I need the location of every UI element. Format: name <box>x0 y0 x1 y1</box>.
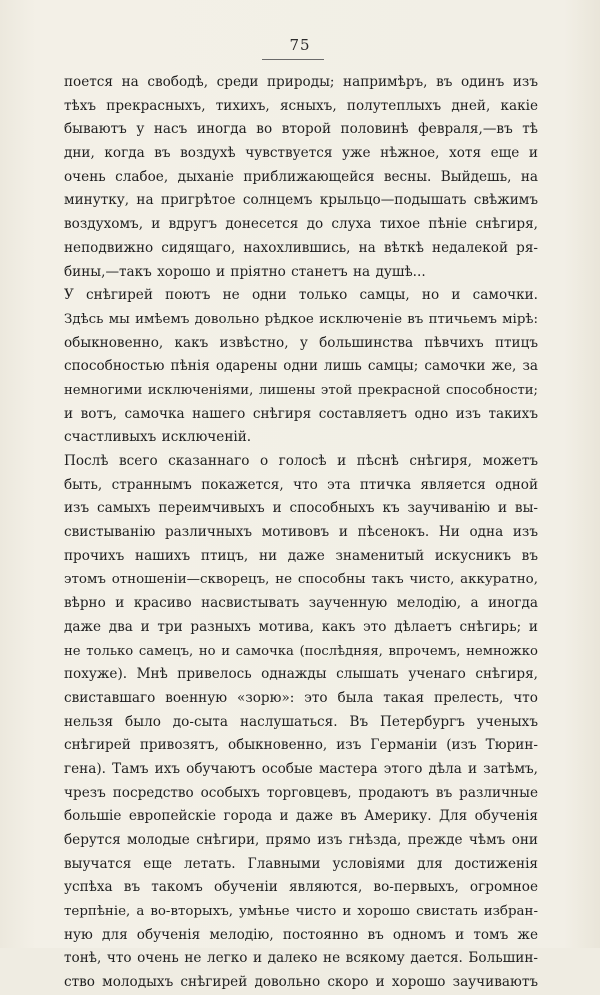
text-line: счастливыхъ исключеній. <box>64 429 252 446</box>
text-line: воздухомъ, и вдругъ донесется до слуха тихое пѣніе снѣгиря, <box>64 216 538 233</box>
text-line: и вотъ, самочка нашего снѣгиря составляетъ одно изъ такихъ <box>64 405 538 422</box>
page-number: 75 <box>289 36 311 54</box>
text-line: поется на свободѣ, среди природы; напримѣръ, въ одинъ изъ <box>64 74 538 90</box>
text-line: быть, страннымъ покажется, что эта птичка является одной <box>64 476 538 493</box>
body-text <box>64 71 538 995</box>
text-line: бины,—такъ хорошо и пріятно станетъ на душѣ... <box>64 263 426 280</box>
text-line: минутку, на пригрѣтое солнцемъ крыльцо—подышать свѣжимъ <box>64 192 538 209</box>
text-line: ство молодыхъ снѣгирей довольно скоро и хорошо заучиваютъ <box>64 974 538 991</box>
text-line: обыкновенно, какъ извѣстно, у большинства пѣвчихъ птицъ <box>64 334 538 351</box>
text-line: ную для обученія мелодію, постоянно въ одномъ и томъ же <box>64 926 538 943</box>
text-line: чрезъ посредство особыхъ торговцевъ, продаютъ въ различные <box>64 784 538 801</box>
text-line: Здѣсь мы имѣемъ довольно рѣдкое исключеніе въ птичьемъ мірѣ: <box>64 311 538 327</box>
text-line: успѣха въ такомъ обученіи являются, во-первыхъ, огромное <box>64 879 538 896</box>
text-line: тѣхъ прекрасныхъ, тихихъ, ясныхъ, полутеплыхъ дней, какіе <box>64 97 538 114</box>
text-line: У снѣгирей поютъ не одни только самцы, но и самочки. <box>64 287 538 304</box>
text-line: похуже). Мнѣ привелось однажды слышать ученаго снѣгиря, <box>64 666 538 683</box>
text-line: гена). Тамъ ихъ обучаютъ особые мастера этого дѣла и затѣмъ, <box>64 760 538 777</box>
text-line: вѣрно и красиво насвистывать заученную мелодію, а иногда <box>64 595 538 612</box>
text-line: дни, когда въ воздухѣ чувствуется уже нѣжное, хотя еще и <box>64 145 538 162</box>
text-line: тонѣ, что очень не легко и далеко не всякому дается. Большин- <box>64 950 538 967</box>
text-line: прочихъ нашихъ птицъ, ни даже знаменитый искусникъ въ <box>64 547 538 564</box>
text-line: Послѣ всего сказаннаго о голосѣ и пѣснѣ снѣгиря, можетъ <box>64 453 538 469</box>
text-line: выучатся еще летать. Главными условіями для достиженія <box>64 855 538 872</box>
page-number-rule <box>262 59 324 60</box>
text-line: не только самецъ, но и самочка (послѣдняя, впрочемъ, немножко <box>64 643 538 659</box>
text-line: большіе европейскіе города и даже въ Америку. Для обученія <box>64 808 538 825</box>
text-line: берутся молодые снѣгири, прямо изъ гнѣзда, прежде чѣмъ они <box>64 832 538 848</box>
text-line: этомъ отношеніи—скворецъ, не способны такъ чисто, аккуратно, <box>64 572 538 588</box>
text-line: свиставшаго военную «зорю»: это была такая прелесть, что <box>64 689 538 706</box>
text-line: нельзя было до-сыта наслушаться. Въ Петербургъ ученыхъ <box>64 713 538 730</box>
text-line: немногими исключеніями, лишены этой прекрасной способности; <box>64 382 538 398</box>
text-line: изъ самыхъ переимчивыхъ и способныхъ къ заучиванію и вы- <box>64 500 538 517</box>
text-line: неподвижно сидящаго, нахохлившись, на вѣткѣ недалекой ря- <box>64 239 538 256</box>
text-line: снѣгирей привозятъ, обыкновенно, изъ Германіи (изъ Тюрин- <box>64 737 538 754</box>
text-line: очень слабое, дыханіе приближающейся весны. Выйдешь, на <box>64 168 538 185</box>
text-line: терпѣніе, а во-вторыхъ, умѣнье чисто и хорошо свистать избран- <box>64 904 538 920</box>
text-line: способностью пѣнія одарены одни лишь самцы; самочки же, за <box>64 358 538 375</box>
text-line: бываютъ у насъ иногда во второй половинѣ февраля,—въ тѣ <box>64 121 538 138</box>
text-line: даже два и три разныхъ мотива, какъ это дѣлаетъ снѣгирь; и <box>64 618 538 635</box>
text-line: свистыванію различныхъ мотивовъ и пѣсенокъ. Ни одна изъ <box>64 524 538 541</box>
